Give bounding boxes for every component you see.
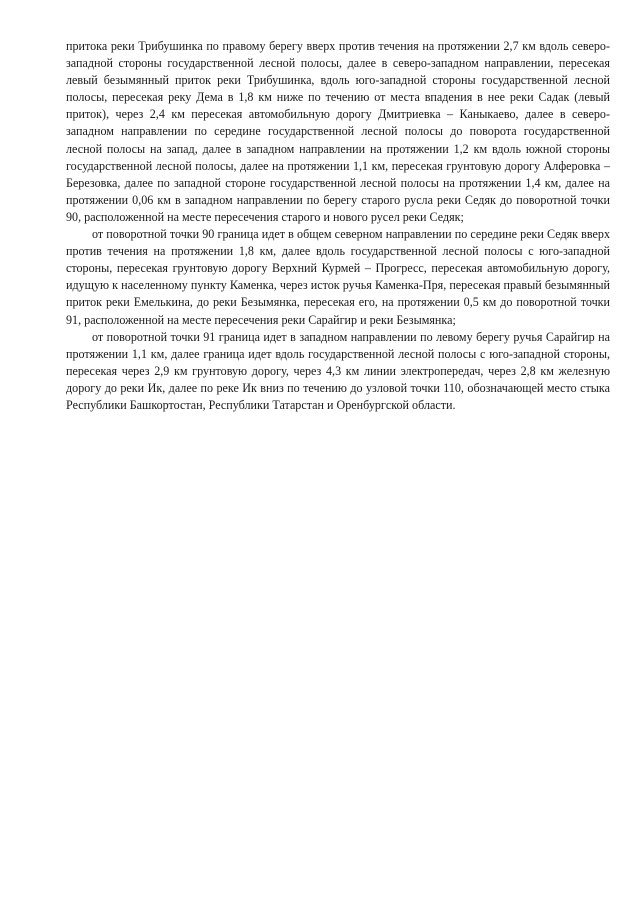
paragraph-continuation: притока реки Трибушинка по правому берегу вверх против течения на протяжении 2,7 км вдоль северо-западной стороны государственной лесной полосы, далее в северо-западном направлении, пересекая левый безымянный приток реки Трибушинка, вдоль юго-западной стороны государственной лесной полосы, пересекая реку Дема в 1,8 км ниже по течению от места впадения в нее реки Садак (левый приток), через 2,4 км пересекая автомобильную дорогу Дмитриевка – Каныкаево, далее в северо-западном направлении по середине государственной лесной полосы до поворота государственной лесной полосы на запад, далее в западном направлении на протяжении 1,2 км вдоль южной стороны государственной лесной полосы, далее на протяжении 1,1 км, пересекая грунтовую дорогу Алферовка – Березовка, далее по западной стороне государственной лесной полосы на протяжении 1,4 км, далее на протяжении 0,06 км в западном направлении по берегу старого русла реки Седяк до поворотной точки 90, расположенной на месте пересечения старого и нового русел реки Седяк;	[66, 39, 610, 224]
document-body	[66, 38, 610, 414]
paragraph-point-90: от поворотной точки 90 граница идет в общем северном направлении по середине реки Седяк вверх против течения на протяжении 1,8 км, далее вдоль государственной лесной полосы с юго-западной стороны, пересекая грунтовую дорогу Верхний Курмей – Прогресс, пересекая автомобильную дорогу, идущую к населенному пункту Каменка, через исток ручья Каменка-Пря, пересекая правый безымянный приток реки Емелькина, до реки Безымянка, пересекая его, на протяжении 0,5 км до поворотной точки 91, расположенной на месте пересечения реки Сарайгир и реки Безымянка;	[66, 227, 610, 327]
paragraph-point-91: от поворотной точки 91 граница идет в западном направлении по левому берегу ручья Сарайгир на протяжении 1,1 км, далее граница идет вдоль государственной лесной полосы с юго-западной стороны, пересекая через 2,9 км грунтовую дорогу, через 4,3 км линии электропередач, через 2,8 км железную дорогу до реки Ик, далее по реке Ик вниз по течению до узловой точки 110, обозначающей место стыка Республики Башкортостан, Республики Татарстан и Оренбургской области.	[66, 329, 610, 412]
